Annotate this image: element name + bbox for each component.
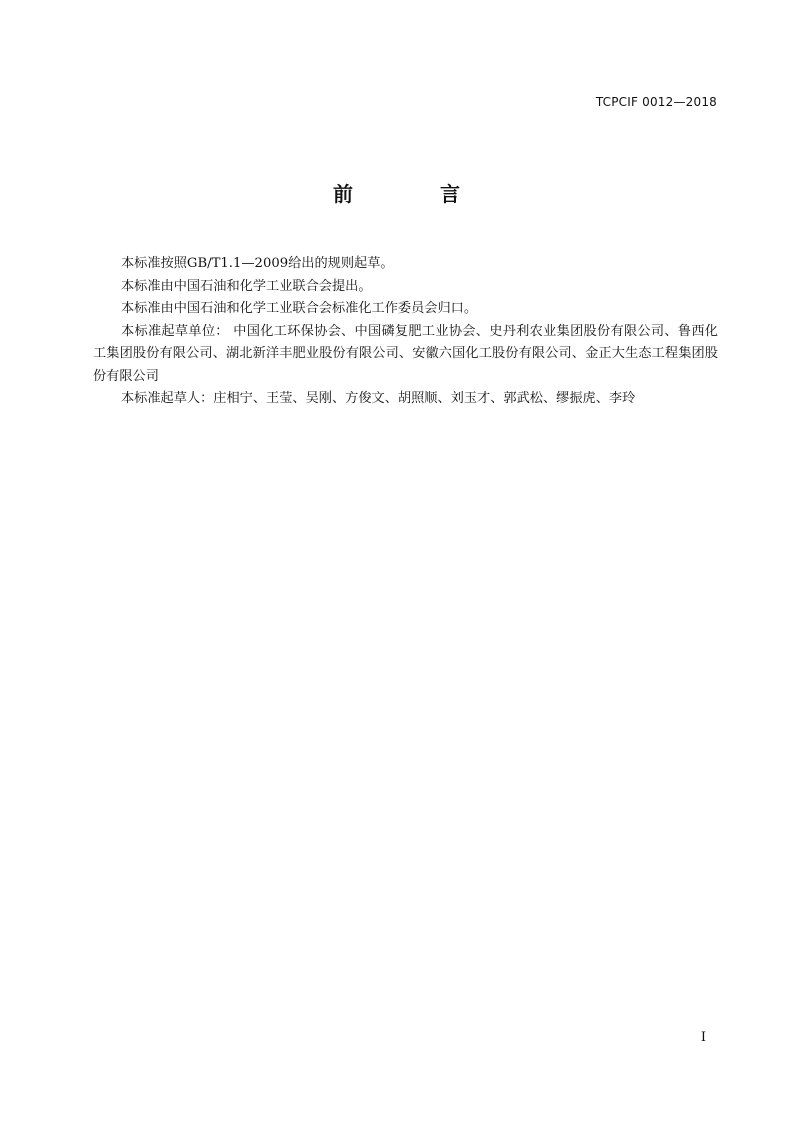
paragraph-drafting-rules: 本标准按照GB/T1.1—2009给出的规则起草。 [121, 256, 394, 271]
preface-body [93, 253, 718, 411]
page-title: 前 言 [333, 182, 500, 206]
paragraph-drafting-units: 本标准起草单位： 中国化工环保协会、中国磷复肥工业协会、史丹利农业集团股份有限公司、鲁西化工集团股份有限公司、湖北新洋丰肥业股份有限公司、安徽六国化工股份有限公司、金正大生态工程集团股份有限公司 [93, 323, 718, 384]
paragraph-proposer: 本标准由中国石油和化学工业联合会提出。 [121, 278, 372, 294]
paragraph-administrator: 本标准由中国石油和化学工业联合会标准化工作委员会归口。 [121, 301, 478, 316]
page-number: I [700, 1030, 706, 1045]
paragraph-drafters: 本标准起草人：庄相宁、王莹、吴刚、方俊文、胡照顺、刘玉才、郭武松、缪振虎、李玲 [121, 391, 636, 406]
document-code: TCPCIF 0012—2018 [595, 95, 717, 109]
